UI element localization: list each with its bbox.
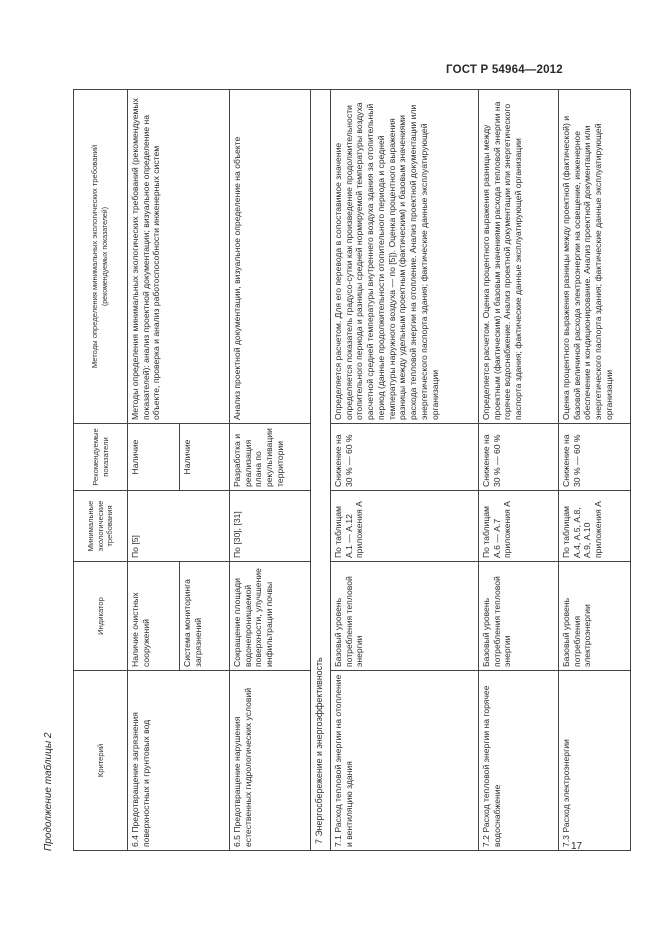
recommended-cell: Разработка и реализация плана по рекультивации территории: [230, 424, 311, 491]
requirements-table: [73, 89, 631, 851]
page-number: 17: [571, 841, 583, 852]
section-row: [311, 90, 331, 851]
method-cell: Оценка процентного выражения разницы между проектной (фактической) и базовой величиной расхода электроэнергии на освещение, инженерное обеспечение и кондиционирование. Анализ проектной документации или энергетического паспорта здания; фактические данные эксплуатирующей организации: [559, 90, 631, 424]
table-header-row: [74, 90, 128, 851]
table-caption: Продолжение таблицы 2: [43, 732, 54, 851]
recommended-cell: Снижение на 30 % — 60 %: [559, 424, 631, 491]
header-criterion: Критерий: [74, 671, 128, 851]
table-row: [128, 90, 180, 851]
table-row: [559, 90, 631, 851]
criterion-cell: 6.5 Предотвращение нарушения естественных гидрологических условий: [230, 671, 311, 851]
table-row: [230, 90, 311, 851]
indicator-cell: Наличие очистных сооружений: [128, 562, 180, 671]
method-cell: Определяется расчетом. Для его перевода в сопоставимое значение определяется показатель градусо-сутки как произведение продолжительности отопительного периода и разницы средней нормируемой температуры воздуха расчетной средней температуры внутреннего воздуха здания за отопительный период (данные продолжительности отопительного периода и средней температуры наружного воздуха — по [5]). Оценка процентного выражения разницы между удельным проектным (фактическим) и базовым значениями расхода тепловой энергии на отопление. Анализ проектной документации или энергетического паспорта здания; фактические данные эксплуатирующей организации: [331, 90, 479, 424]
method-cell: Определяется расчетом. Оценка процентного выражения разницы между проектным (фактическим) и базовым значениями расхода тепловой энергии на горячее водоснабжение. Анализ проектной документации или энергетического паспорта здания; фактические данные эксплуатирующей организации: [479, 90, 559, 424]
document-header: ГОСТ Р 54964—2012: [446, 64, 563, 76]
header-methods-title: Методы определения минимальных экологических требований: [90, 144, 100, 369]
header-indicator: Индикатор: [74, 562, 128, 671]
criterion-cell: 7.1 Расход тепловой энергии на отопление и вентиляцию здания: [331, 671, 479, 851]
indicator-cell: Базовый уровень потребления электроэнергии: [559, 562, 631, 671]
recommended-cell: Снижение на 30 % — 60 %: [479, 424, 559, 491]
recommended-cell: Снижение на 30 % — 60 %: [331, 424, 479, 491]
criterion-cell: 7.3 Расход электроэнергии: [559, 671, 631, 851]
indicator-cell: Базовый уровень потребления тепловой энергии: [479, 562, 559, 671]
recommended-cell: Наличие: [180, 424, 230, 491]
method-cell: Анализ проектной документации, визуальное определение на объекте: [230, 90, 311, 424]
min-requirements-cell: По [30], [31]: [230, 491, 311, 562]
min-requirements-cell: По таблицам А.6 — А.7 приложения А: [479, 491, 559, 562]
header-methods: [74, 90, 128, 424]
indicator-cell: Базовый уровень потребления тепловой энергии: [331, 562, 479, 671]
table-row: [479, 90, 559, 851]
recommended-cell: Наличие: [128, 424, 180, 491]
indicator-cell: Система мониторинга загрязнений: [180, 562, 230, 671]
criterion-cell: 7.2 Расход тепловой энергии на горячее водоснабжение: [479, 671, 559, 851]
method-cell: Методы определения минимальных экологических требований (рекомендуемых показателей): анализ проектной документации; визуальное определение на объекте, проверка и анализ работоспособности инженерных систем: [128, 90, 230, 424]
table-row: [331, 90, 479, 851]
min-requirements-cell: По таблицам А.4, А.5, А.8, А.9, А.10 приложения А: [559, 491, 631, 562]
min-requirements-cell: По [5]: [128, 491, 230, 562]
indicator-cell: Сокращение площади водонепроницаемой поверхности, улучшение инфильтрации почвы: [230, 562, 311, 671]
header-methods-subtitle: (рекомендуемых показателей): [101, 206, 109, 307]
header-min-requirements: Минимальные экологические требования: [74, 491, 128, 562]
section-title: 7 Энергосбережение и энергоэффективность: [311, 90, 331, 851]
header-recommended: Рекомендуемые показатели: [74, 424, 128, 491]
rotated-table-area: [40, 90, 614, 852]
min-requirements-cell: По таблицам А.1 — А.12 приложения А: [331, 491, 479, 562]
criterion-cell: 6.4 Предотвращение загрязнения поверхностных и грунтовых вод: [128, 671, 230, 851]
